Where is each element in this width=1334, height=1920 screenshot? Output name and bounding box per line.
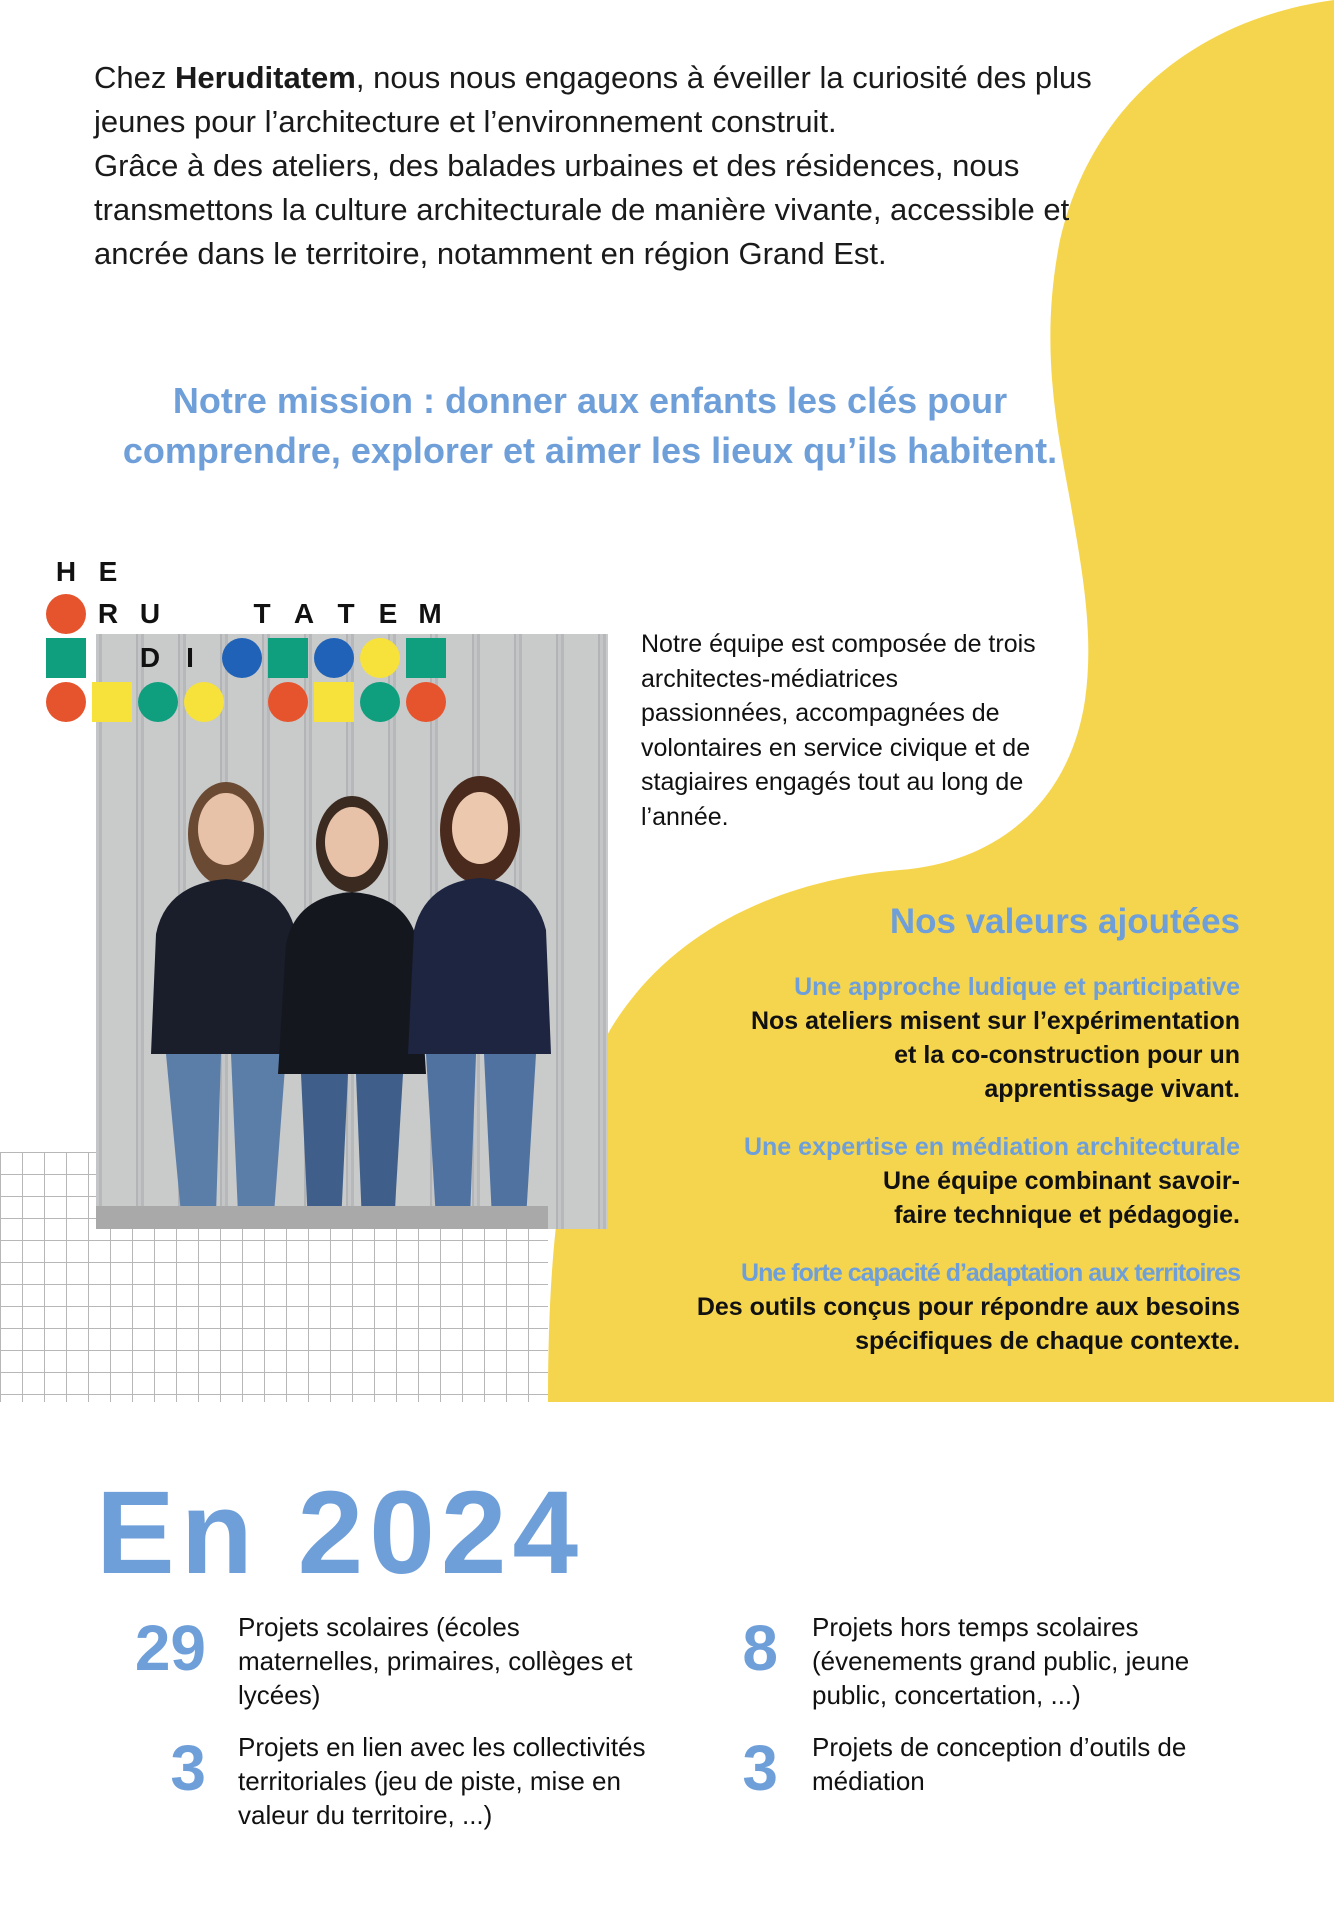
stat-item [700, 1610, 1260, 1720]
logo-letter: T [337, 598, 355, 629]
stat-text: Projets en lien avec les collectivités territoriales (jeu de piste, mise en valeur du territoire, ...) [238, 1732, 646, 1830]
logo-letter: A [293, 598, 315, 629]
logo-letter: R [97, 598, 119, 629]
value-title: Une expertise en médiation architecturale [743, 1133, 1240, 1161]
stat-item [120, 1610, 680, 1720]
stat-number: 3 [742, 1732, 778, 1804]
value-title: Une forte capacité d’adaptation aux territoires [741, 1259, 1240, 1287]
stat-text: Projets hors temps scolaires (évenements grand public, jeune public, concertation, ...) [812, 1612, 1190, 1710]
logo-letter: M [418, 598, 442, 629]
values-heading: Nos valeurs ajoutées [889, 902, 1240, 941]
logo-orange-circle [46, 682, 86, 722]
value-description: Une équipe combinant savoir-faire technique et pédagogie. [882, 1167, 1240, 1229]
stat-text: Projets de conception d’outils de médiation [812, 1732, 1187, 1796]
logo-blue-circle [314, 638, 354, 678]
heruditatem-logo [42, 552, 462, 732]
stat-number: 8 [742, 1612, 778, 1684]
stat-text: Projets scolaires (écoles maternelles, primaires, collèges et lycées) [238, 1612, 633, 1710]
stat-item [120, 1730, 680, 1840]
stat-number: 3 [170, 1732, 206, 1804]
logo-letter: D [139, 642, 161, 673]
logo-green-square [268, 638, 308, 678]
logo-orange-circle [406, 682, 446, 722]
stat-item [700, 1730, 1260, 1840]
logo-yellow-square [92, 682, 132, 722]
logo-letter: U [139, 598, 161, 629]
value-item [600, 1256, 1240, 1358]
intro-paragraph-1: Chez Heruditatem, nous nous engageons à éveiller la curiosité des plus jeunes pour l’architecture et l’environnement construit. [94, 60, 1092, 139]
value-description: Des outils conçus pour répondre aux besoins spécifiques de chaque contexte. [696, 1293, 1240, 1355]
intro-text [94, 56, 1114, 276]
logo-orange-circle [46, 594, 86, 634]
year-heading: En 2024 [96, 1467, 585, 1599]
value-description: Nos ateliers misent sur l’expérimentation et la co-construction pour un apprentissage vivant. [750, 1007, 1240, 1103]
team-description: Notre équipe est composée de trois architectes-médiatrices passionnées, accompagnées de volontaires en service civique et de stagiaires engagés tout au long de l’année. [641, 630, 1036, 831]
logo-letter: E [98, 556, 118, 587]
values-section [600, 900, 1240, 1382]
logo-green-square [46, 638, 86, 678]
mission-statement: Notre mission : donner aux enfants les clés pour comprendre, explorer et aimer les lieux qu’ils habitent. [122, 380, 1058, 471]
intro-paragraph-2: Grâce à des ateliers, des balades urbaines et des résidences, nous transmettons la culture architecturale de manière vivante, accessible et ancrée dans le territoire, notamment en région Grand Est. [94, 148, 1070, 271]
logo-blue-circle [222, 638, 262, 678]
photo-ground-strip [96, 1206, 548, 1229]
value-item [600, 970, 1240, 1106]
value-title: Une approche ludique et participative [794, 973, 1240, 1001]
brand-name: Heruditatem [174, 60, 356, 95]
logo-green-square [406, 638, 446, 678]
logo-yellow-square [314, 682, 354, 722]
logo-letter: I [186, 642, 194, 673]
logo-yellow-circle [184, 682, 224, 722]
logo-yellow-circle [360, 638, 400, 678]
logo-orange-circle [268, 682, 308, 722]
stat-number: 29 [134, 1612, 206, 1684]
value-item [600, 1130, 1240, 1232]
logo-letter: T [253, 598, 271, 629]
logo-green-circle [138, 682, 178, 722]
logo-letter: E [378, 598, 398, 629]
logo-letter: H [55, 556, 77, 587]
logo-green-circle [360, 682, 400, 722]
